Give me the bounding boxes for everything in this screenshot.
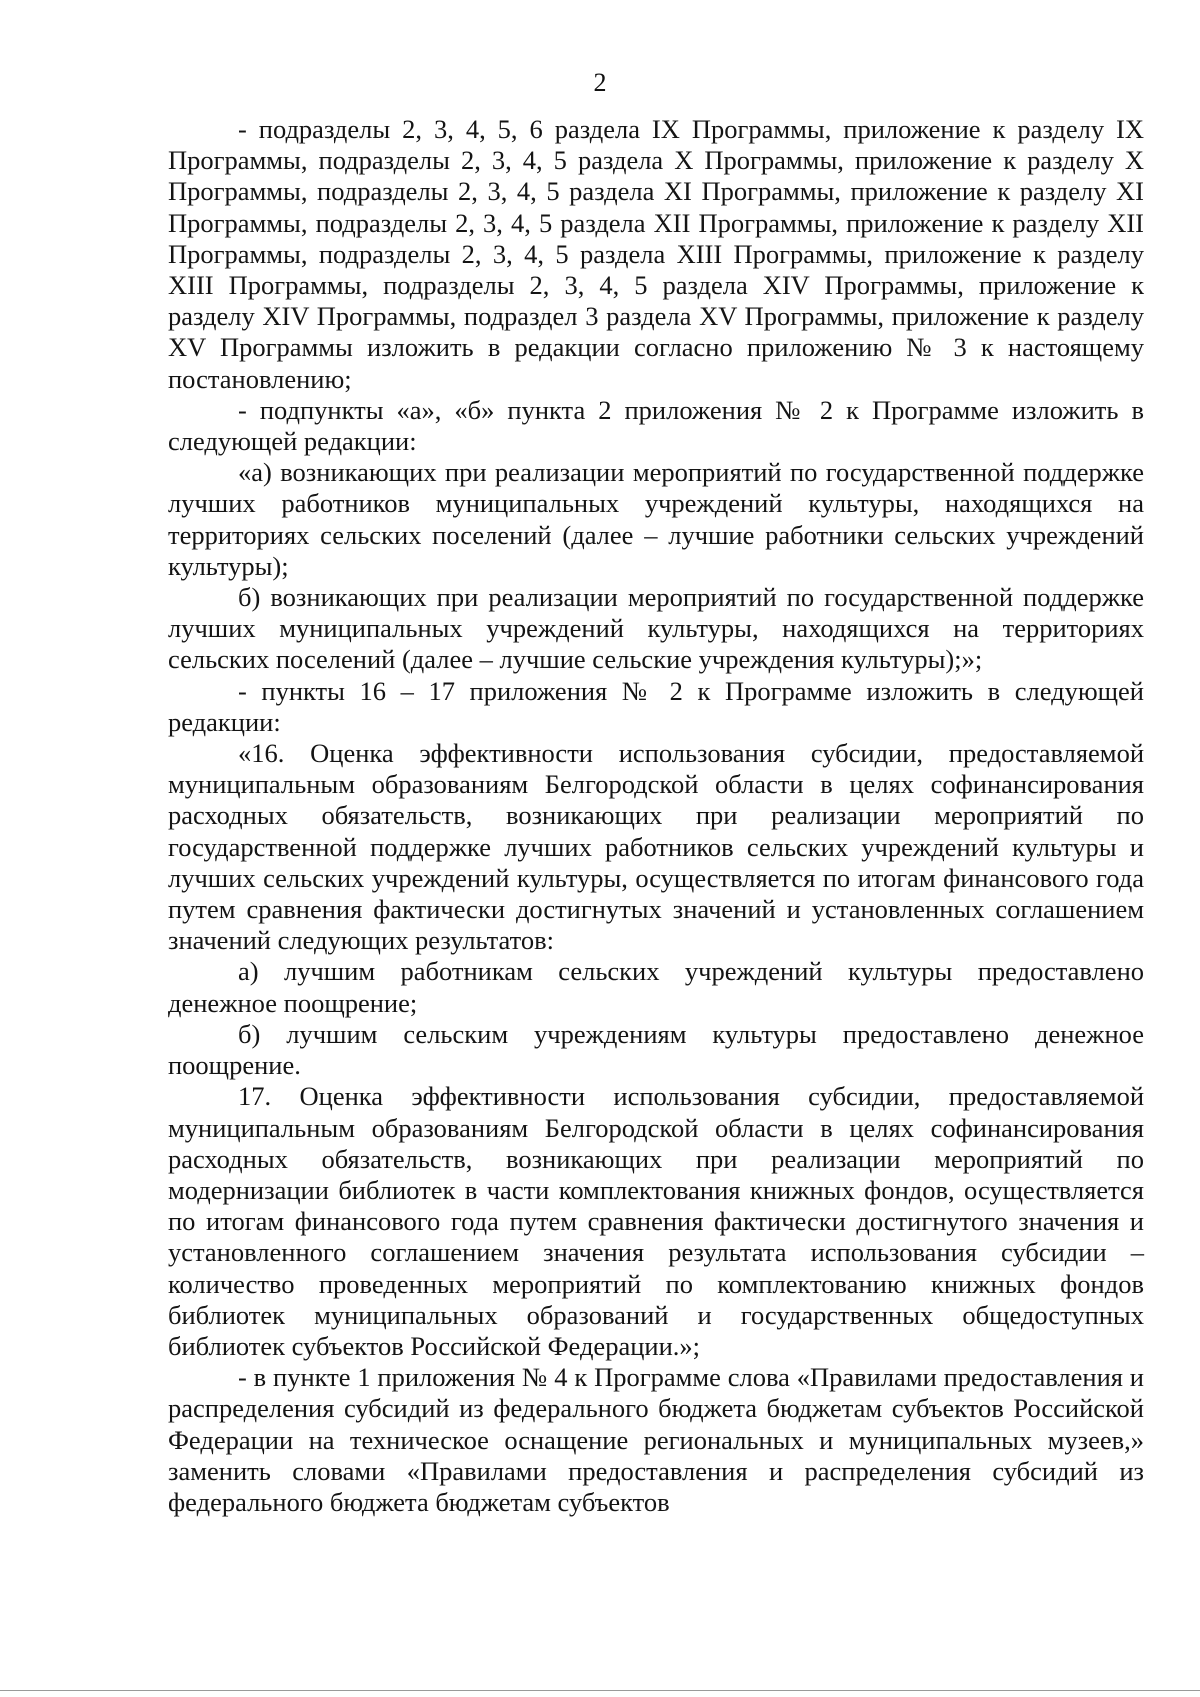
page-bottom-edge	[0, 1690, 1200, 1691]
paragraph-5: - пункты 16 – 17 приложения № 2 к Программе изложить в следующей редакции:	[168, 675, 1144, 737]
paragraph-9: 17. Оценка эффективности использования субсидии, предоставляемой муниципальным образованиям Белгородской области в целях софинансирования расходных обязательств, возникающих при реализации мероприятий по модернизации библиотек в части комплектования книжных фондов, осуществляется по итогам финансового года путем сравнения фактически достигнутого значения и установленного соглашением значения результата использования субсидии – количество проведенных мероприятий по комплектованию книжных фондов библиотек муниципальных образований и государственных общедоступных библиотек субъектов Российской Федерации.»;	[168, 1081, 1144, 1361]
paragraph-2: - подпункты «а», «б» пункта 2 приложения № 2 к Программе изложить в следующей редакции:	[168, 394, 1144, 457]
document-body	[168, 114, 1144, 1518]
paragraph-10: - в пункте 1 приложения № 4 к Программе слова «Правилами предоставления и распределения субсидий из федерального бюджета бюджетам субъектов Российской Федерации на техническое оснащение региональных и муниципальных музеев,» заменить словами «Правилами предоставления и распределения субсидий из федерального бюджета бюджетам субъектов	[168, 1362, 1144, 1517]
paragraph-3: «а) возникающих при реализации мероприятий по государственной поддержке лучших работников муниципальных учреждений культуры, находящихся на территориях сельских поселений (далее – лучшие работники сельских учреждений культуры);	[168, 457, 1144, 581]
paragraph-7: а) лучшим работникам сельских учреждений культуры предоставлено денежное поощрение;	[168, 956, 1144, 1018]
paragraph-8: б) лучшим сельским учреждениям культуры предоставлено денежное поощрение.	[168, 1018, 1144, 1081]
paragraph-4: б) возникающих при реализации мероприятий по государственной поддержке лучших муниципальных учреждений культуры, находящихся на территориях сельских поселений (далее – лучшие сельские учреждения культуры);»;	[168, 582, 1144, 675]
paragraph-1: - подразделы 2, 3, 4, 5, 6 раздела IX Программы, приложение к разделу IX Программы, подразделы 2, 3, 4, 5 раздела X Программы, приложение к разделу X Программы, подразделы 2, 3, 4, 5 раздела XI Программы, приложение к разделу XI Программы, подразделы 2, 3, 4, 5 раздела XII Программы, приложение к разделу XII Программы, подразделы 2, 3, 4, 5 раздела XIII Программы, приложение к разделу XIII Программы, подразделы 2, 3, 4, 5 раздела XIV Программы, приложение к разделу XIV Программы, подраздел 3 раздела XV Программы, приложение к разделу XV Программы изложить в редакции согласно приложению № 3 к настоящему постановлению;	[168, 114, 1144, 394]
page-number: 2	[593, 68, 607, 97]
paragraph-6: «16. Оценка эффективности использования субсидии, предоставляемой муниципальным образованиям Белгородской области в целях софинансирования расходных обязательств, возникающих при реализации мероприятий по государственной поддержке лучших работников сельских учреждений культуры и лучших сельских учреждений культуры, осуществляется по итогам финансового года путем сравнения фактически достигнутых значений и установленных соглашением значений следующих результатов:	[168, 738, 1144, 956]
